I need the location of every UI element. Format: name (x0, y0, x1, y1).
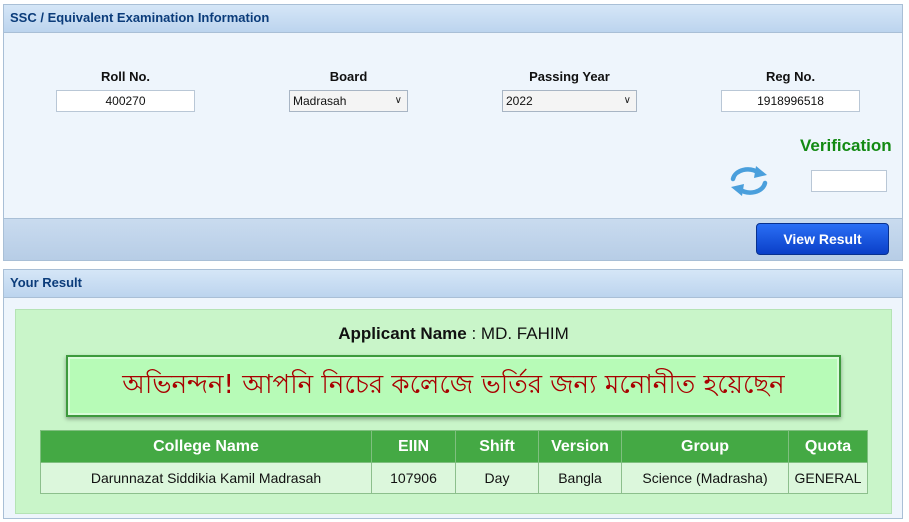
cell-version: Bangla (539, 463, 622, 494)
board-label: Board (329, 69, 368, 84)
col-quota: Quota (789, 431, 868, 463)
cell-eiin: 107906 (372, 463, 456, 494)
chevron-down-icon: ∨ (623, 95, 631, 106)
applicant-label: Applicant Name (338, 324, 467, 343)
board-field (289, 68, 408, 112)
ssc-info-panel (3, 4, 903, 261)
cell-quota: GENERAL (789, 463, 868, 494)
col-version: Version (539, 431, 622, 463)
congrats-banner: অভিনন্দন! আপনি নিচের কলেজে ভর্তির জন্য মনোনীত হয়েছেন (66, 355, 841, 417)
verification-input[interactable] (811, 170, 887, 192)
result-table (40, 430, 868, 494)
applicant-name: MD. FAHIM (480, 324, 569, 343)
reg-field (721, 68, 860, 112)
ssc-panel-footer (4, 218, 902, 260)
result-panel-title: Your Result (4, 270, 902, 298)
roll-input[interactable] (56, 90, 195, 112)
col-group: Group (622, 431, 789, 463)
year-select-value: 2022 (506, 94, 533, 108)
roll-label: Roll No. (100, 69, 151, 84)
year-select[interactable] (502, 90, 637, 112)
table-header-row (41, 431, 868, 463)
board-select-value: Madrasah (293, 94, 347, 108)
reg-label: Reg No. (765, 69, 816, 84)
board-select[interactable] (289, 90, 408, 112)
year-label: Passing Year (529, 69, 610, 84)
result-panel (3, 269, 903, 519)
verification-label: Verification (800, 136, 892, 155)
col-shift: Shift (456, 431, 539, 463)
applicant-line (16, 324, 891, 344)
refresh-icon[interactable] (727, 165, 771, 197)
chevron-down-icon: ∨ (394, 95, 402, 106)
roll-field (56, 68, 195, 112)
reg-input[interactable] (721, 90, 860, 112)
ssc-panel-title: SSC / Equivalent Examination Information (4, 5, 902, 33)
view-result-button[interactable]: View Result (756, 223, 889, 255)
cell-group: Science (Madrasha) (622, 463, 789, 494)
col-college-name: College Name (41, 431, 372, 463)
result-box (15, 309, 892, 514)
year-field (502, 68, 637, 112)
applicant-separator: : (466, 324, 481, 343)
col-eiin: EIIN (372, 431, 456, 463)
table-row (41, 463, 868, 494)
cell-college-name: Darunnazat Siddikia Kamil Madrasah (41, 463, 372, 494)
cell-shift: Day (456, 463, 539, 494)
